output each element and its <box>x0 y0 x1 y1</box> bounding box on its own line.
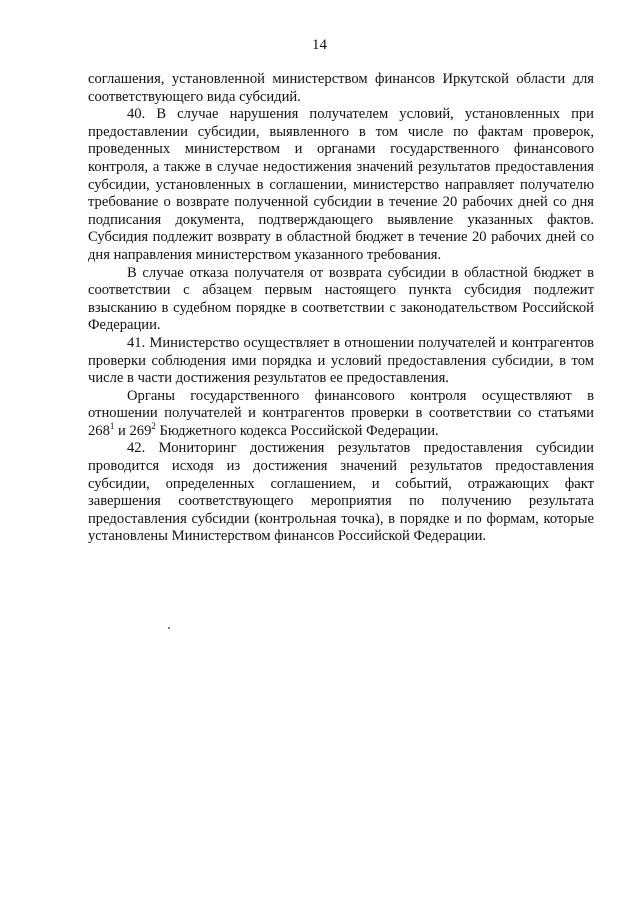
paragraph-41-ministry-checks: 41. Министерство осуществляет в отношении получателей и контрагентов проверки соблюдения ими порядка и условий предоставления субсидии, в том числе в части достижения результатов ее предоставления. <box>88 334 594 387</box>
text-between-refs: и <box>114 422 130 439</box>
document-body <box>88 71 594 546</box>
paragraph-40-violation-refund: 40. В случае нарушения получателем условий, установленных при предоставлении субсидии, выявленного в том числе по фактам проверок, проведенных министерством и органами государственного финансового контроля, а также в случае недостижения значений результатов предоставления субсидии, установленных в соглашении, министерство направляет получателю требование о возврате полученной субсидии в течение 20 рабочих дней со дня подписания документа, подтверждающего выявление указанных фактов. Субсидия подлежит возврату в областной бюджет в течение 20 рабочих дней со дня направления министерством указанного требования. <box>88 106 594 263</box>
scan-speck <box>168 627 170 629</box>
text-before-refs: Органы государственного финансового контроля осуществляют в отношении получателей и контрагентов проверки в соответствии со статьями <box>88 387 594 422</box>
article-ref-269-sup: 2 <box>151 421 156 432</box>
paragraph-continuation: соглашения, установленной министерством финансов Иркутской области для соответствующего вида субсидий. <box>88 71 594 105</box>
article-ref-269-base: 269 <box>129 422 152 439</box>
article-ref-268-base: 268 <box>88 422 110 439</box>
paragraph-refusal-recovery: В случае отказа получателя от возврата субсидии в областной бюджет в соответствии с абзацем первым настоящего пункта субсидия подлежит взысканию в судебном порядке в соответствии с законодательством Российской Федерации. <box>88 264 594 334</box>
page-number: 14 <box>312 37 327 53</box>
text-after-refs: Бюджетного кодекса Российской Федерации. <box>155 422 439 439</box>
paragraph-42-monitoring: 42. Мониторинг достижения результатов предоставления субсидии проводится исходя из достижения значений результатов предоставления субсидии, определенных соглашением, и событий, отражающих факт завершения соответствующего мероприятия по получению результата предоставления субсидии (контрольная точка), в порядке и по формам, которые установлены Министерством финансов Российской Федерации. <box>88 440 594 545</box>
article-ref-268-sup: 1 <box>109 421 115 432</box>
paragraph-financial-control-checks <box>88 388 594 441</box>
